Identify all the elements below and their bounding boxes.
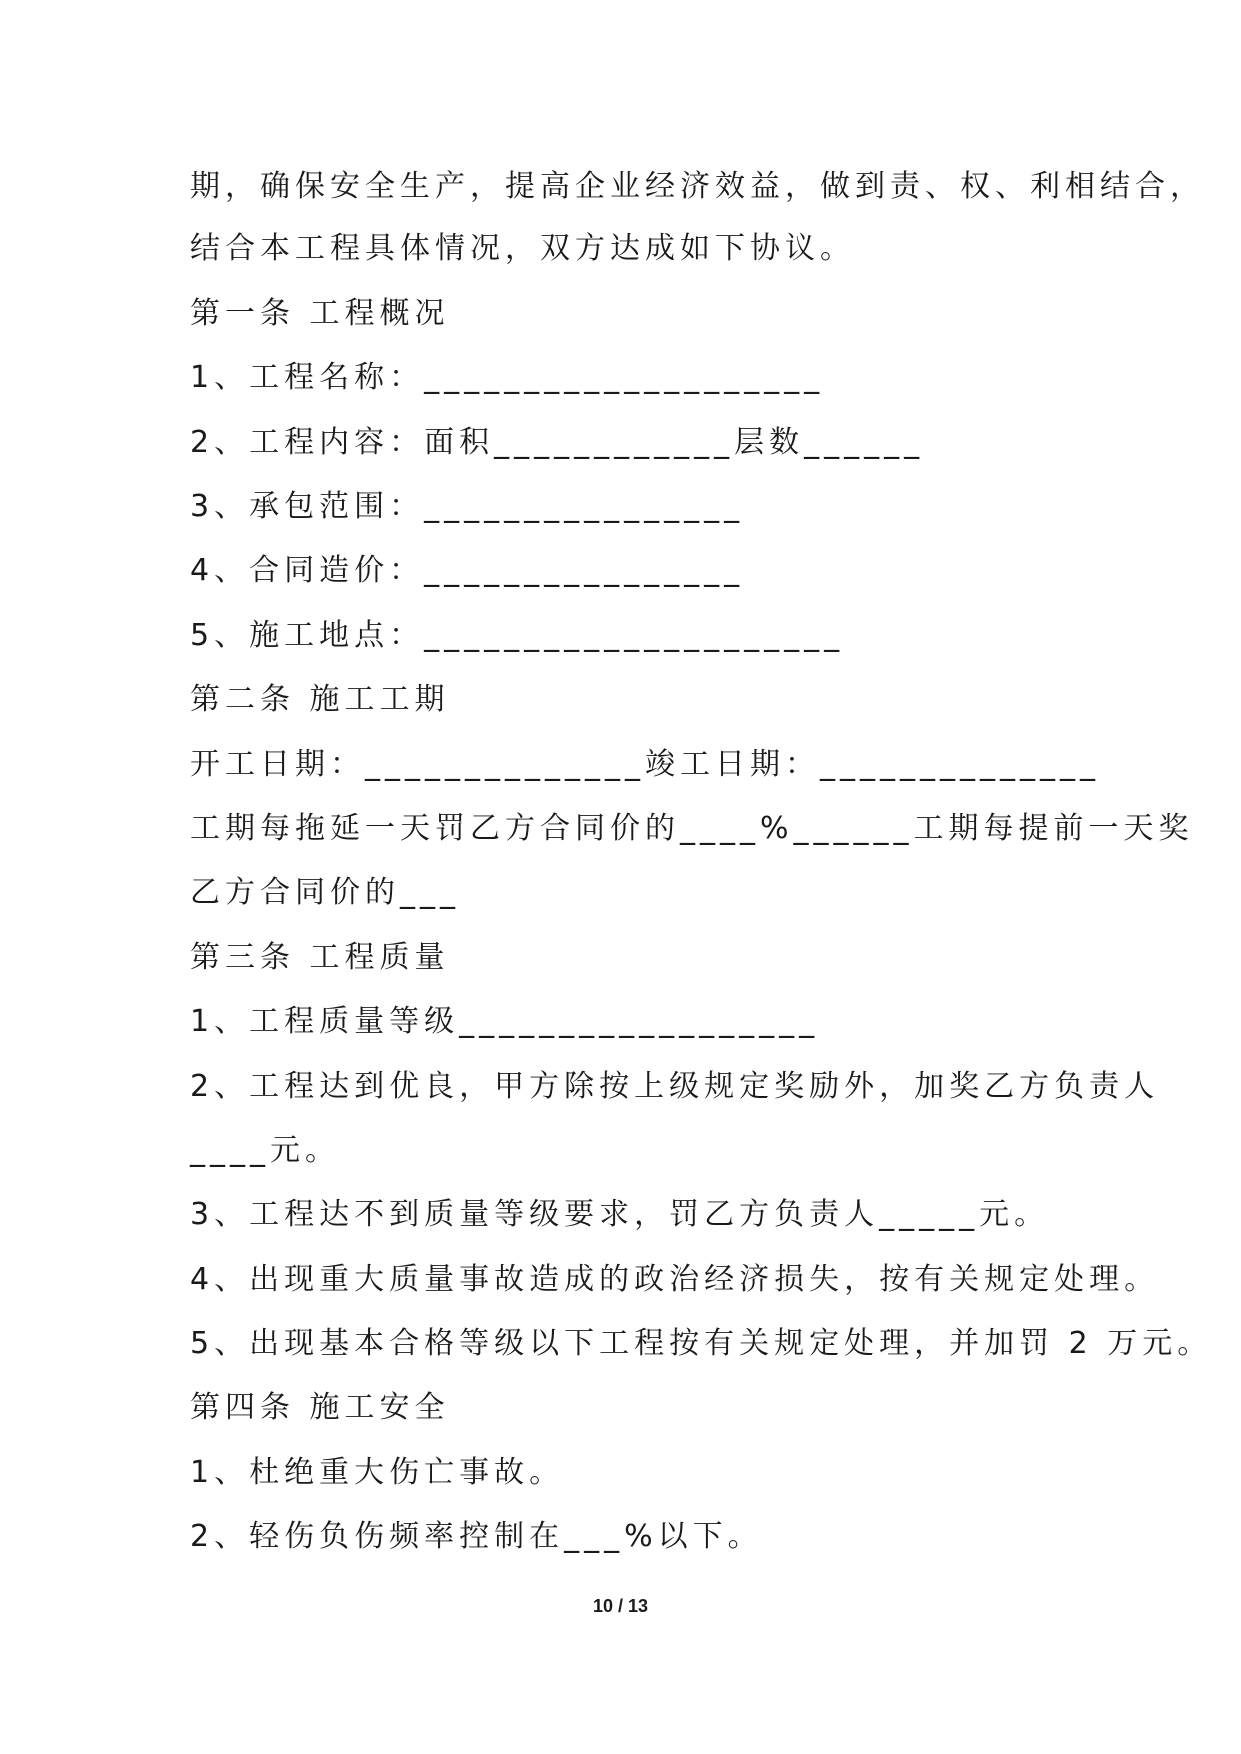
section-heading: 第四条 施工安全 — [190, 1390, 450, 1425]
paragraph-line: 工期每拖延一天罚乙方合同价的____%______工期每提前一天奖 — [190, 811, 1194, 846]
paragraph-line: 4、出现重大质量事故造成的政治经济损失，按有关规定处理。 — [190, 1262, 1160, 1297]
paragraph-line: 期，确保安全生产，提高企业经济效益，做到责、权、利相结合， — [190, 169, 1205, 204]
field-line: 1、工程名称：____________________ — [190, 360, 825, 395]
paragraph-line: 3、工程达不到质量等级要求，罚乙方负责人_____元。 — [190, 1197, 1050, 1232]
paragraph-line: 5、出现基本合格等级以下工程按有关规定处理，并加罚 2 万元。 — [190, 1326, 1213, 1361]
field-line: 2、工程内容：面积____________层数______ — [190, 425, 925, 460]
field-line: 1、工程质量等级__________________ — [190, 1004, 820, 1039]
paragraph-line: 1、杜绝重大伤亡事故。 — [190, 1455, 565, 1490]
paragraph-line: 结合本工程具体情况，双方达成如下协议。 — [190, 231, 855, 266]
paragraph-line: 2、工程达到优良，甲方除按上级规定奖励外，加奖乙方负责人 — [190, 1069, 1160, 1104]
field-line: 3、承包范围：________________ — [190, 489, 745, 524]
field-line: 开工日期：______________竣工日期：______________ — [190, 747, 1100, 782]
paragraph-line: 2、轻伤负伤频率控制在___%以下。 — [190, 1519, 763, 1554]
paragraph-line: 乙方合同价的___ — [190, 875, 460, 910]
paragraph-line: ____元。 — [190, 1133, 340, 1168]
section-heading: 第二条 施工工期 — [190, 682, 450, 717]
field-line: 4、合同造价：________________ — [190, 553, 745, 588]
section-heading: 第三条 工程质量 — [190, 940, 450, 975]
field-line: 5、施工地点：_____________________ — [190, 618, 845, 653]
page-number: 10 / 13 — [592, 1596, 649, 1616]
section-heading: 第一条 工程概况 — [190, 296, 450, 331]
